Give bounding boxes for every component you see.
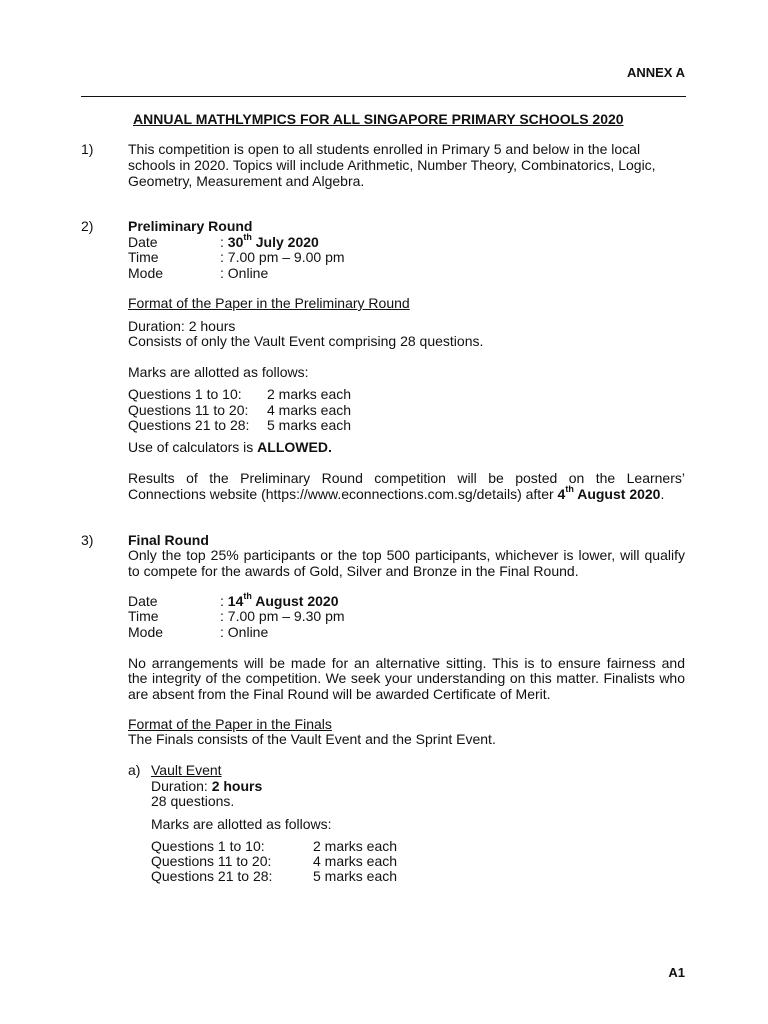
vault-event-title: Vault Event [151,762,222,778]
final-notice-line-3: are absent from the Final Round will be awarded Certificate of Merit. [128,686,551,702]
prelim-marks-q2: Questions 11 to 20: [128,402,249,418]
final-intro-line-1: Only the top 25% participants or the top 500 participants, whichever is lower, will qualify [128,547,685,563]
document-title: ANNUAL MATHLYMPICS FOR ALL SINGAPORE PRIMARY SCHOOLS 2020 [133,111,624,127]
final-date-value [220,593,338,609]
vault-marks-m1: 2 marks each [313,838,398,854]
vault-event-label: a) [128,762,141,778]
final-notice-line-1: No arrangements will be made for an alternative sitting. This is to ensure fairness and [128,655,685,671]
finals-consists: The Finals consists of the Vault Event and the Sprint Event. [128,731,496,747]
section-2-number: 2) [81,218,94,234]
preliminary-round-heading: Preliminary Round [128,218,253,234]
vault-questions: 28 questions. [151,793,235,809]
final-date-day: 14 [227,593,244,609]
vault-duration-prefix: Duration: [151,778,212,794]
prelim-date-rest: July 2020 [251,234,319,250]
final-date-sep: : [220,593,228,609]
vault-marks-m2: 4 marks each [313,853,398,869]
prelim-calc-value: ALLOWED. [257,439,332,455]
prelim-time-value: : 7.00 pm – 9.00 pm [220,249,345,265]
prelim-calculators [128,439,332,455]
prelim-results-prefix: Connections website (https://www.econnections.com.sg/details) after [128,486,558,502]
prelim-marks-m2: 4 marks each [267,402,352,418]
prelim-marks-m3: 5 marks each [267,417,352,433]
final-intro-line-2: to compete for the awards of Gold, Silver and Bronze in the Final Round. [128,563,579,579]
prelim-time-label: Time [128,249,159,265]
final-date-rest: August 2020 [251,593,339,609]
final-mode-value: : Online [220,624,269,640]
final-notice-line-2: the integrity of the competition. We seek your understanding on this matter. Finalists who [128,670,685,686]
vault-marks-m3: 5 marks each [313,868,398,884]
prelim-marks-q1: Questions 1 to 10: [128,386,242,402]
final-round-heading: Final Round [128,532,209,548]
section-1-line-3: Geometry, Measurement and Algebra. [128,173,365,189]
prelim-marks-q3: Questions 21 to 28: [128,417,250,433]
final-date-label: Date [128,593,158,609]
vault-marks-q1: Questions 1 to 10: [151,838,265,854]
final-time-label: Time [128,608,159,624]
page-number: A1 [668,965,685,980]
prelim-consists: Consists of only the Vault Event comprising 28 questions. [128,333,484,349]
header-rule [81,96,686,97]
prelim-results-sup: th [565,484,574,495]
final-date-sup: th [243,591,252,602]
prelim-duration: Duration: 2 hours [128,318,236,334]
final-time-value: : 7.00 pm – 9.30 pm [220,608,345,624]
prelim-marks-m1: 2 marks each [267,386,352,402]
prelim-date-label: Date [128,234,158,250]
prelim-date-sup: th [243,232,252,243]
vault-duration [151,778,262,794]
prelim-results-line-2 [128,486,664,502]
prelim-results-day: 4 [557,486,566,502]
section-3-number: 3) [81,532,94,548]
prelim-marks-intro: Marks are allotted as follows: [128,364,309,380]
vault-duration-value: 2 hours [211,778,263,794]
prelim-results-end: . [660,486,665,502]
vault-marks-q3: Questions 21 to 28: [151,868,273,884]
vault-marks-intro: Marks are allotted as follows: [151,816,332,832]
finals-format-heading: Format of the Paper in the Finals [128,716,332,732]
prelim-date-day: 30 [227,234,244,250]
section-1-line-1: This competition is open to all students enrolled in Primary 5 and below in the local [128,141,641,157]
prelim-mode-label: Mode [128,265,164,281]
prelim-results-rest: August 2020 [573,486,661,502]
vault-marks-q2: Questions 11 to 20: [151,853,272,869]
section-1-number: 1) [81,141,94,157]
prelim-date-sep: : [220,234,228,250]
prelim-format-heading: Format of the Paper in the Preliminary Round [128,295,410,311]
prelim-results-line-1: Results of the Preliminary Round competition will be posted on the Learners’ [128,470,685,486]
final-mode-label: Mode [128,624,164,640]
section-1-line-2: schools in 2020. Topics will include Arithmetic, Number Theory, Combinatorics, Logic, [128,157,656,173]
prelim-date-value [220,234,319,250]
annex-label: ANNEX A [626,65,685,80]
prelim-mode-value: : Online [220,265,269,281]
prelim-calc-prefix: Use of calculators is [128,439,258,455]
